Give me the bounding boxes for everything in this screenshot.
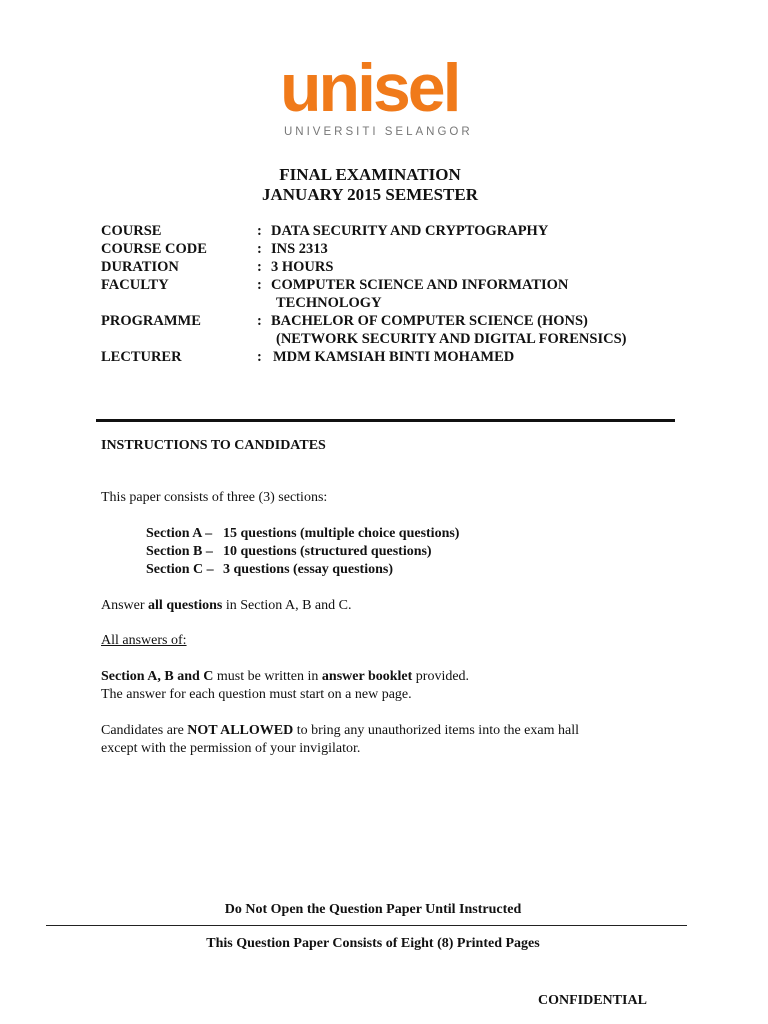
- all-answers-heading: All answers of:: [101, 633, 187, 648]
- logo-subtitle: UNIVERSITI SELANGOR: [284, 126, 473, 138]
- detail-label: PROGRAMME: [101, 313, 201, 329]
- allowed-instruction-line2: except with the permission of your invigilator.: [101, 741, 361, 756]
- detail-colon: :: [257, 259, 262, 275]
- section-label: Section B –: [146, 544, 213, 559]
- answer-post: in Section A, B and C.: [222, 598, 352, 613]
- section-b-line: [146, 543, 432, 561]
- detail-label: COURSE CODE: [101, 241, 207, 257]
- written-instruction: [101, 668, 469, 686]
- allowed-instruction: [101, 722, 579, 740]
- detail-value: MDM KAMSIAH BINTI MOHAMED: [273, 349, 515, 365]
- answer-bold: all questions: [148, 598, 223, 613]
- detail-label: DURATION: [101, 259, 179, 275]
- written-bold-sections: Section A, B and C: [101, 669, 214, 684]
- section-a-line: [146, 525, 459, 543]
- detail-value: (NETWORK SECURITY AND DIGITAL FORENSICS): [276, 331, 627, 347]
- instructions-heading: INSTRUCTIONS TO CANDIDATES: [101, 438, 326, 453]
- do-not-open-notice: Do Not Open the Question Paper Until Instructed: [224, 902, 522, 917]
- university-logo: [280, 50, 473, 144]
- allowed-bold: NOT ALLOWED: [187, 723, 294, 738]
- detail-label: LECTURER: [101, 349, 182, 365]
- footer-rule: [46, 925, 687, 926]
- allowed-post: to bring any unauthorized items into the exam hall: [293, 723, 579, 738]
- logo-wordmark: unisel: [280, 50, 459, 126]
- detail-value: INS 2313: [271, 241, 328, 257]
- new-page-instruction: The answer for each question must start on a new page.: [101, 687, 412, 702]
- section-label: Section A –: [146, 526, 213, 541]
- detail-value: BACHELOR OF COMPUTER SCIENCE (HONS): [271, 313, 588, 329]
- section-desc: 10 questions (structured questions): [223, 544, 432, 559]
- detail-label: COURSE: [101, 223, 162, 239]
- divider-rule: [96, 419, 675, 422]
- pages-notice: This Question Paper Consists of Eight (8) Printed Pages: [206, 936, 540, 951]
- section-label: Section C –: [146, 562, 214, 577]
- detail-value: 3 HOURS: [271, 259, 334, 275]
- exam-title: FINAL EXAMINATION: [279, 165, 461, 184]
- detail-value: COMPUTER SCIENCE AND INFORMATION: [271, 277, 569, 293]
- detail-colon: :: [257, 277, 262, 293]
- detail-value: DATA SECURITY AND CRYPTOGRAPHY: [271, 223, 549, 239]
- allowed-pre: Candidates are: [101, 723, 188, 738]
- written-mid: must be written in: [213, 669, 322, 684]
- section-desc: 15 questions (multiple choice questions): [223, 526, 460, 541]
- confidential-label: CONFIDENTIAL: [538, 993, 647, 1008]
- detail-colon: :: [257, 223, 262, 239]
- section-c-line: [146, 561, 393, 579]
- detail-label: FACULTY: [101, 277, 169, 293]
- detail-colon: :: [257, 349, 262, 365]
- detail-value: TECHNOLOGY: [276, 295, 382, 311]
- answer-pre: Answer: [101, 598, 149, 613]
- detail-colon: :: [257, 241, 262, 257]
- detail-colon: :: [257, 313, 262, 329]
- answer-instruction: [101, 597, 351, 615]
- section-desc: 3 questions (essay questions): [223, 562, 393, 577]
- written-post: provided.: [412, 669, 470, 684]
- written-bold-booklet: answer booklet: [321, 669, 413, 684]
- exam-semester: JANUARY 2015 SEMESTER: [261, 185, 479, 204]
- instructions-intro: This paper consists of three (3) sections:: [101, 490, 328, 505]
